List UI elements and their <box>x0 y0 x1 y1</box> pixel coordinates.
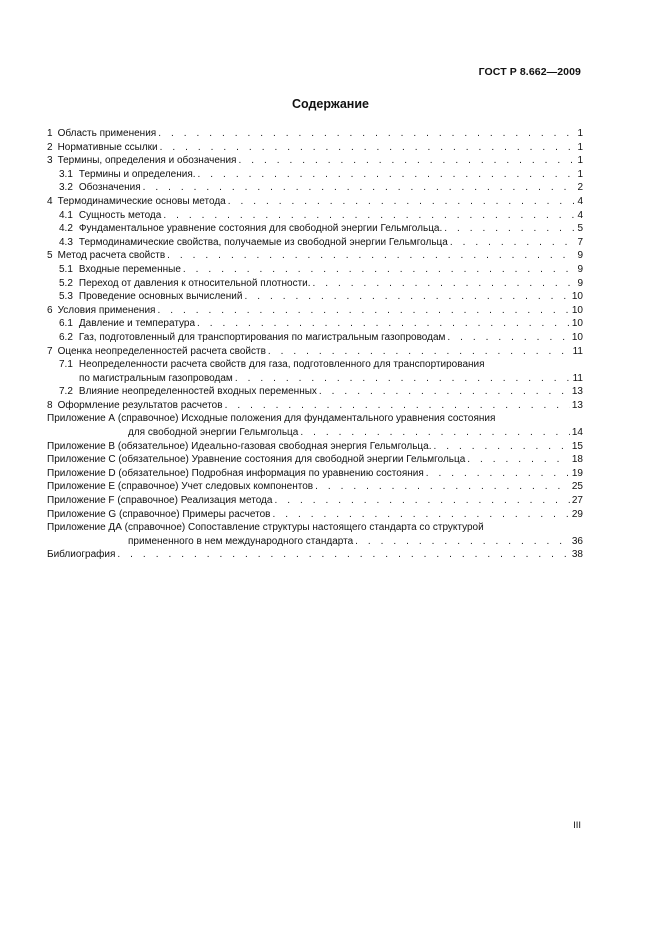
toc-entry-number: 4.2 <box>59 223 73 235</box>
toc-entry-page: 2 <box>577 182 583 194</box>
toc-entry[interactable] <box>47 222 583 236</box>
leader-dots <box>272 508 569 522</box>
toc-entry-page: 4 <box>577 209 583 221</box>
toc-entry-page: 18 <box>571 454 583 466</box>
leader-dots <box>433 440 569 454</box>
page-number: III <box>573 820 581 831</box>
toc-entry-title-continued: по магистральным газопроводам <box>79 372 233 384</box>
toc-entry-title: Приложение F (справочное) Реализация метода <box>47 495 273 507</box>
leader-dots <box>183 263 576 277</box>
leader-dots <box>117 548 569 562</box>
toc-entry-page: 14 <box>571 427 583 439</box>
leader-dots <box>238 154 575 168</box>
leader-dots <box>167 249 575 263</box>
toc-entry[interactable] <box>47 399 583 413</box>
toc-entry[interactable] <box>47 209 583 223</box>
toc-entry[interactable] <box>47 317 583 331</box>
toc-entry-page: 4 <box>577 195 583 207</box>
toc-entry-page: 27 <box>571 495 583 507</box>
toc-entry-title: Термодинамические основы метода <box>57 195 226 207</box>
toc-entry[interactable] <box>47 304 583 318</box>
leader-dots <box>160 141 576 155</box>
toc-entry[interactable] <box>47 331 583 345</box>
toc-entry-page: 1 <box>577 155 583 167</box>
leader-dots <box>274 494 569 508</box>
toc-entry[interactable] <box>47 494 583 508</box>
toc-entry-title: Оформление результатов расчетов <box>57 399 223 411</box>
leader-dots <box>450 236 576 250</box>
toc-entry-title: Влияние неопределенностей входных переменных <box>78 386 317 398</box>
leader-dots <box>143 181 576 195</box>
leader-dots <box>235 372 571 386</box>
toc-entry[interactable] <box>47 127 583 141</box>
table-of-contents <box>47 127 583 562</box>
toc-entry-number: 5.3 <box>59 291 73 303</box>
toc-entry[interactable] <box>47 508 583 522</box>
toc-entry-page: 1 <box>577 141 583 153</box>
toc-entry-page: 5 <box>577 223 583 235</box>
toc-entry[interactable] <box>47 277 583 291</box>
toc-entry-page: 10 <box>571 318 583 330</box>
toc-entry-page: 1 <box>577 128 583 139</box>
leader-dots <box>426 467 570 481</box>
toc-entry[interactable] <box>47 467 583 481</box>
toc-entry-page: 13 <box>571 399 583 411</box>
toc-entry[interactable] <box>47 453 583 467</box>
toc-entry-title-continued: для свободной энергии Гельмгольца <box>128 427 299 439</box>
toc-entry[interactable] <box>47 141 583 155</box>
toc-entry-title: Область применения <box>57 128 157 139</box>
toc-entry[interactable] <box>47 548 583 562</box>
toc-entry-title: Термодинамические свойства, получаемые из свободной энергии Гельмгольца <box>78 236 448 248</box>
leader-dots <box>444 222 575 236</box>
toc-entry[interactable] <box>47 412 583 439</box>
toc-entry-page: 36 <box>571 535 583 547</box>
toc-entry[interactable] <box>47 154 583 168</box>
toc-entry[interactable] <box>47 168 583 182</box>
toc-entry-page: 25 <box>571 481 583 493</box>
toc-entry-page: 38 <box>571 549 583 561</box>
toc-entry-number: 5 <box>47 250 53 262</box>
toc-entry-title: Приложение С (обязательное) Уравнение состояния для свободной энергии Гельмгольца <box>47 454 466 466</box>
toc-entry[interactable] <box>47 440 583 454</box>
toc-entry-title: Оценка неопределенностей расчета свойств <box>57 345 266 357</box>
toc-entry-page: 10 <box>571 331 583 343</box>
toc-entry-title: Фундаментальное уравнение состояния для свободной энергии Гельмгольца. <box>78 223 443 235</box>
toc-entry-title: Переход от давления к относительной плотности. <box>78 277 311 289</box>
leader-dots <box>315 480 570 494</box>
toc-entry-title: Приложение В (обязательное) Идеально-газовая свободная энергия Гельмгольца. <box>47 440 432 452</box>
toc-entry-page: 19 <box>571 467 583 479</box>
toc-entry[interactable] <box>47 236 583 250</box>
leader-dots <box>228 195 576 209</box>
toc-entry-page: 7 <box>577 236 583 248</box>
toc-entry-title: Термины, определения и обозначения <box>57 155 237 167</box>
toc-entry-number: 4.1 <box>59 209 73 221</box>
toc-entry-title: Давление и температура <box>78 318 196 330</box>
toc-entry[interactable] <box>47 521 583 548</box>
toc-entry-title: Приложение ДА (справочное) Сопоставление структуры настоящего стандарта со структурой <box>47 522 484 534</box>
toc-entry-number: 2 <box>47 141 53 153</box>
toc-entry-title: Неопределенности расчета свойств для газа, подготовленного для транспортирования <box>78 359 485 371</box>
leader-dots <box>198 168 576 182</box>
toc-title: Содержание <box>291 97 369 111</box>
toc-entry[interactable] <box>47 358 583 385</box>
toc-entry-number: 1 <box>47 128 53 139</box>
toc-entry-number: 6.1 <box>59 318 73 330</box>
toc-entry-number: 4 <box>47 195 53 207</box>
toc-entry-page: 1 <box>577 168 583 180</box>
toc-entry-title: Приложение G (справочное) Примеры расчетов <box>47 508 271 520</box>
toc-entry-number: 3.1 <box>59 168 73 180</box>
toc-entry-title: Сущность метода <box>78 209 162 221</box>
toc-entry-number: 7 <box>47 345 53 357</box>
toc-entry[interactable] <box>47 263 583 277</box>
leader-dots <box>467 453 570 467</box>
leader-dots <box>319 385 570 399</box>
leader-dots <box>163 209 575 223</box>
toc-entry-title: Нормативные ссылки <box>57 141 158 153</box>
toc-entry-number: 7.1 <box>59 359 73 371</box>
leader-dots <box>158 127 575 141</box>
toc-entry[interactable] <box>47 290 583 304</box>
toc-entry-page: 9 <box>577 250 583 262</box>
toc-entry-number: 3.2 <box>59 182 73 194</box>
leader-dots <box>447 331 569 345</box>
toc-entry-page: 11 <box>572 345 583 357</box>
leader-dots <box>157 304 569 318</box>
toc-entry-title: Проведение основных вычислений <box>78 291 243 303</box>
toc-entry-title: Приложение А (справочное) Исходные положения для фундаментального уравнения состояния <box>47 413 496 425</box>
toc-entry-title: Метод расчета свойств <box>57 250 166 262</box>
toc-entry-page: 10 <box>571 304 583 316</box>
toc-entry-title: Входные переменные <box>78 263 181 275</box>
toc-entry-page: 11 <box>572 372 583 384</box>
toc-entry-page: 9 <box>577 263 583 275</box>
toc-entry[interactable] <box>47 385 583 399</box>
toc-entry-number: 3 <box>47 155 53 167</box>
toc-entry-page: 15 <box>571 440 583 452</box>
toc-entry-title: Условия применения <box>57 304 156 316</box>
toc-entry-number: 6.2 <box>59 331 73 343</box>
toc-entry[interactable] <box>47 195 583 209</box>
leader-dots <box>197 317 570 331</box>
leader-dots <box>300 426 570 440</box>
leader-dots <box>268 345 571 359</box>
toc-entry-title: Газ, подготовленный для транспортирования по магистральным газопроводам <box>78 331 446 343</box>
toc-entry-title: Термины и определения. <box>78 168 196 180</box>
toc-entry-number: 7.2 <box>59 386 73 398</box>
toc-entry-number: 6 <box>47 304 53 316</box>
document-code: ГОСТ Р 8.662—2009 <box>478 66 581 78</box>
toc-entry-title: Приложение Е (справочное) Учет следовых компонентов <box>47 481 314 493</box>
toc-entry[interactable] <box>47 181 583 195</box>
toc-entry-title-continued: примененного в нем международного стандарта <box>128 535 354 547</box>
toc-entry-number: 8 <box>47 399 53 411</box>
toc-entry-number: 5.2 <box>59 277 73 289</box>
toc-entry-title: Библиография <box>47 549 116 561</box>
toc-entry-page: 9 <box>577 277 583 289</box>
leader-dots <box>225 399 570 413</box>
toc-entry-title: Обозначения <box>78 182 141 194</box>
toc-entry-page: 13 <box>571 386 583 398</box>
toc-entry[interactable] <box>47 480 583 494</box>
leader-dots <box>313 277 576 291</box>
toc-entry-page: 29 <box>571 508 583 520</box>
toc-entry-page: 10 <box>571 291 583 303</box>
leader-dots <box>355 535 570 549</box>
toc-entry-title: Приложение D (обязательное) Подробная информация по уравнению состояния <box>47 467 424 479</box>
toc-entry[interactable] <box>47 345 583 359</box>
leader-dots <box>244 290 569 304</box>
toc-entry-number: 5.1 <box>59 263 73 275</box>
toc-entry[interactable] <box>47 249 583 263</box>
toc-entry-number: 4.3 <box>59 236 73 248</box>
